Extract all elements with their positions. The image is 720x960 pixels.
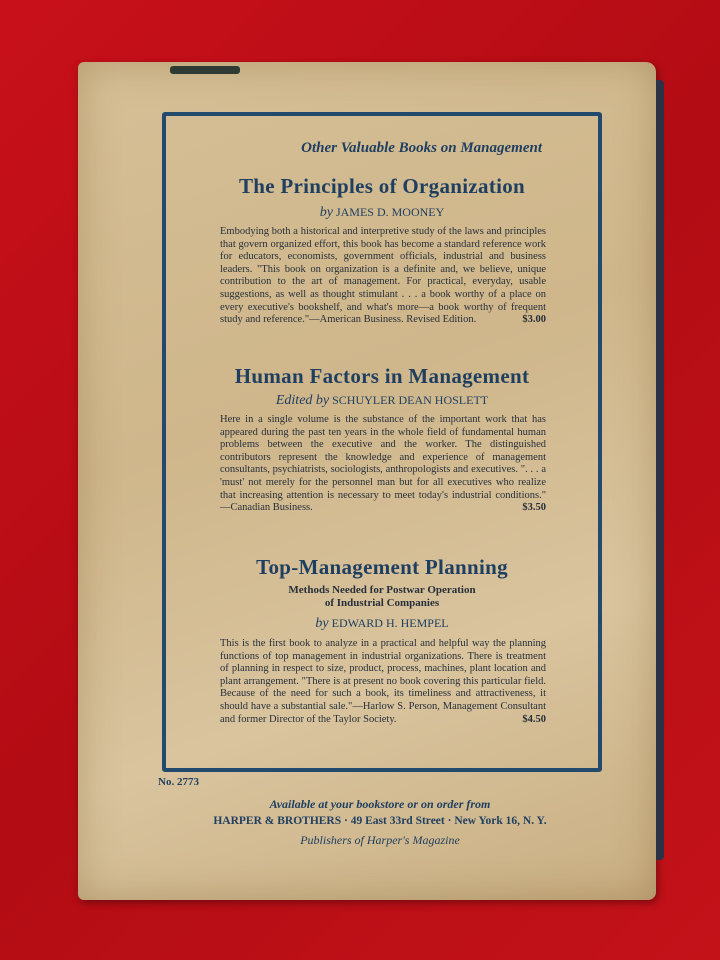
book-price-3: $4.50 <box>522 713 546 725</box>
footer-publisher-note: Publishers of Harper's Magazine <box>300 833 460 847</box>
book-body-3: This is the first book to analyze in a practical and helpful way the planning functions of top management in industrial organizations. There is treatment of planning in respect to size, product, process, machines, plant location and plant arrangement. "There is at present no book covering this particular field. Because of the need for such a book, its timeliness and attractiveness, it should have a substantial sale."—Harlow S. Person, Management Consultant and former Director of the Taylor Society. <box>220 638 546 725</box>
footer-publisher-address: HARPER & BROTHERS · 49 East 33rd Street · New York 16, N. Y. <box>213 815 547 827</box>
book-spine-edge <box>656 80 664 860</box>
book-byline-2 <box>162 393 602 409</box>
book-description-1 <box>220 226 546 327</box>
book-title-2: Human Factors in Management <box>234 364 530 388</box>
book-top-edge <box>170 66 240 74</box>
book-description-3 <box>220 638 546 726</box>
book-by-1: by <box>319 205 333 220</box>
book-author-3: EDWARD H. HEMPEL <box>331 616 449 630</box>
book-by-3: by <box>315 616 329 631</box>
book-by-2: Edited by <box>275 393 330 408</box>
book-price-1: $3.00 <box>522 314 546 326</box>
book-author-2: SCHUYLER DEAN HOSLETT <box>332 393 489 407</box>
book-description-2 <box>220 414 546 515</box>
footer-availability: Available at your bookstore or on order from <box>269 797 491 811</box>
book-title-1: The Principles of Organization <box>238 174 526 198</box>
book-byline-3 <box>162 616 602 632</box>
book-price-2: $3.50 <box>522 502 546 514</box>
catalog-number: No. 2773 <box>158 776 199 788</box>
book-subtitle-line2: of Industrial Companies <box>324 597 440 609</box>
book-subtitle-line1: Methods Needed for Postwar Operation <box>288 584 476 596</box>
book-byline-1 <box>162 205 602 221</box>
book-author-1: JAMES D. MOONEY <box>335 205 445 219</box>
series-heading: Other Valuable Books on Management <box>301 140 542 156</box>
book-body-2: Here in a single volume is the substance of the important work that has appeared during the past ten years in the whole field of fundamental human problems between the executive and the worker. The distinguished contributors represent the knowledge and experience of management consultants, psychiatrists, sociologists, anthropologists and executives. ". . . a 'must' not merely for the personnel man but for all executives who realize that increasing attention is necessary to meet today's industrial conditions." —Canadian Business. <box>220 414 546 514</box>
book-title-3: Top-Management Planning <box>256 555 508 579</box>
book-body-1: Embodying both a historical and interpretive study of the laws and principles that govern organized effort, this book has become a standard reference work for educators, economists, government officials, industrial and business leaders. "This book on organization is a definite and, we believe, unique contribution to the art of management. For practical, everyday, usable suggestions, as well as thought stimulant . . . a book worthy of a place on every executive's bookshelf, and what's more—a book worthy of frequent study and reference."—American Business. Revised Edition. <box>220 226 546 326</box>
